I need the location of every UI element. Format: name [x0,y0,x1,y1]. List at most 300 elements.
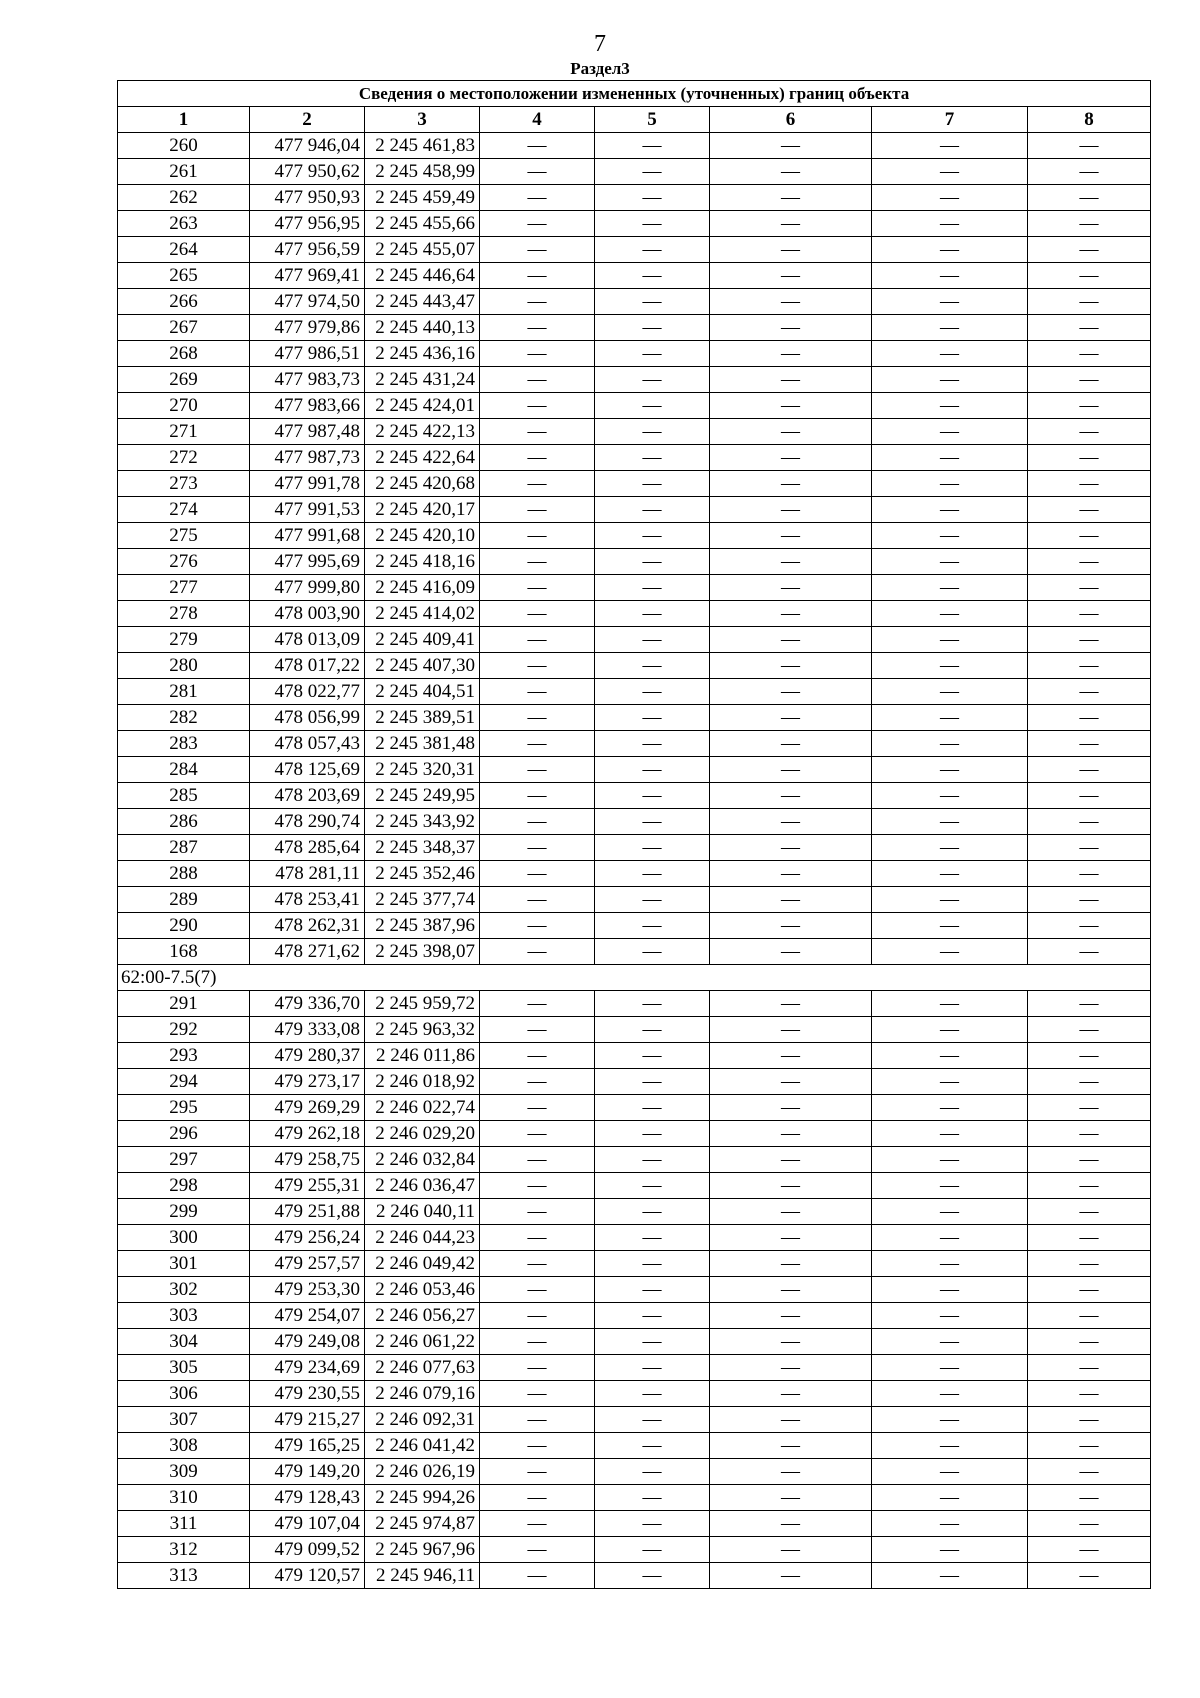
y-coordinate-cell: 2 245 404,51 [365,679,480,705]
y-coordinate-cell: 2 245 446,64 [365,263,480,289]
dash-cell: — [872,913,1028,939]
dash-cell: — [1028,393,1151,419]
dash-cell: — [1028,1277,1151,1303]
dash-cell: — [595,835,710,861]
table-row [118,1355,1151,1381]
y-coordinate-cell: 2 245 343,92 [365,809,480,835]
dash-cell: — [595,367,710,393]
x-coordinate-cell: 479 165,25 [250,1433,365,1459]
column-header-8: 8 [1028,107,1151,133]
x-coordinate-cell: 479 128,43 [250,1485,365,1511]
x-coordinate-cell: 477 991,68 [250,523,365,549]
table-row [118,159,1151,185]
point-number-cell: 308 [118,1433,250,1459]
table-row [118,1459,1151,1485]
dash-cell: — [595,1121,710,1147]
point-number-cell: 288 [118,861,250,887]
dash-cell: — [1028,471,1151,497]
table-row [118,1277,1151,1303]
dash-cell: — [872,1381,1028,1407]
point-number-cell: 283 [118,731,250,757]
dash-cell: — [710,1329,872,1355]
y-coordinate-cell: 2 245 377,74 [365,887,480,913]
dash-cell: — [872,419,1028,445]
dash-cell: — [480,1017,595,1043]
x-coordinate-cell: 477 956,95 [250,211,365,237]
dash-cell: — [480,1251,595,1277]
dash-cell: — [710,1563,872,1589]
point-number-cell: 297 [118,1147,250,1173]
table-row [118,237,1151,263]
dash-cell: — [480,1121,595,1147]
dash-cell: — [1028,913,1151,939]
y-coordinate-cell: 2 246 049,42 [365,1251,480,1277]
dash-cell: — [1028,419,1151,445]
table-row [118,1433,1151,1459]
x-coordinate-cell: 479 230,55 [250,1381,365,1407]
y-coordinate-cell: 2 245 431,24 [365,367,480,393]
table-row [118,445,1151,471]
y-coordinate-cell: 2 246 011,86 [365,1043,480,1069]
dash-cell: — [480,991,595,1017]
y-coordinate-cell: 2 245 946,11 [365,1563,480,1589]
dash-cell: — [1028,1173,1151,1199]
x-coordinate-cell: 477 987,48 [250,419,365,445]
dash-cell: — [1028,1043,1151,1069]
column-header-4: 4 [480,107,595,133]
dash-cell: — [1028,1407,1151,1433]
table-row [118,211,1151,237]
y-coordinate-cell: 2 245 381,48 [365,731,480,757]
dash-cell: — [710,315,872,341]
table-row [118,653,1151,679]
point-number-cell: 281 [118,679,250,705]
y-coordinate-cell: 2 245 443,47 [365,289,480,315]
x-coordinate-cell: 479 333,08 [250,1017,365,1043]
y-coordinate-cell: 2 245 459,49 [365,185,480,211]
dash-cell: — [480,1225,595,1251]
x-coordinate-cell: 477 986,51 [250,341,365,367]
point-number-cell: 306 [118,1381,250,1407]
x-coordinate-cell: 479 273,17 [250,1069,365,1095]
table-row [118,1043,1151,1069]
dash-cell: — [480,679,595,705]
dash-cell: — [595,679,710,705]
dash-cell: — [595,991,710,1017]
dash-cell: — [872,653,1028,679]
table-body-group-a [118,133,1151,965]
y-coordinate-cell: 2 245 420,17 [365,497,480,523]
column-header-7: 7 [872,107,1028,133]
dash-cell: — [595,653,710,679]
table-row [118,523,1151,549]
dash-cell: — [595,809,710,835]
dash-cell: — [595,627,710,653]
dash-cell: — [872,1329,1028,1355]
dash-cell: — [710,1355,872,1381]
dash-cell: — [710,913,872,939]
dash-cell: — [480,1147,595,1173]
dash-cell: — [480,159,595,185]
dash-cell: — [1028,1199,1151,1225]
table-row [118,1485,1151,1511]
dash-cell: — [595,601,710,627]
y-coordinate-cell: 2 246 022,74 [365,1095,480,1121]
dash-cell: — [710,1199,872,1225]
dash-cell: — [710,1381,872,1407]
table-row [118,939,1151,965]
dash-cell: — [872,315,1028,341]
dash-cell: — [710,1225,872,1251]
y-coordinate-cell: 2 245 440,13 [365,315,480,341]
dash-cell: — [595,705,710,731]
x-coordinate-cell: 479 336,70 [250,991,365,1017]
dash-cell: — [1028,705,1151,731]
table-row [118,705,1151,731]
dash-cell: — [595,1095,710,1121]
dash-cell: — [480,1563,595,1589]
dash-cell: — [1028,1381,1151,1407]
dash-cell: — [595,523,710,549]
point-number-cell: 282 [118,705,250,731]
x-coordinate-cell: 478 022,77 [250,679,365,705]
table-row [118,601,1151,627]
dash-cell: — [872,211,1028,237]
dash-cell: — [710,783,872,809]
dash-cell: — [710,653,872,679]
table-row [118,1303,1151,1329]
x-coordinate-cell: 478 013,09 [250,627,365,653]
table-row [118,1407,1151,1433]
point-number-cell: 305 [118,1355,250,1381]
table-row [118,783,1151,809]
dash-cell: — [872,471,1028,497]
dash-cell: — [1028,1225,1151,1251]
dash-cell: — [1028,1095,1151,1121]
dash-cell: — [710,939,872,965]
dash-cell: — [710,289,872,315]
dash-cell: — [595,419,710,445]
dash-cell: — [872,1121,1028,1147]
dash-cell: — [710,1251,872,1277]
dash-cell: — [595,497,710,523]
table-row [118,679,1151,705]
x-coordinate-cell: 479 099,52 [250,1537,365,1563]
point-number-cell: 269 [118,367,250,393]
dash-cell: — [480,1277,595,1303]
y-coordinate-cell: 2 246 077,63 [365,1355,480,1381]
y-coordinate-cell: 2 245 348,37 [365,835,480,861]
x-coordinate-cell: 479 251,88 [250,1199,365,1225]
point-number-cell: 293 [118,1043,250,1069]
table-row [118,497,1151,523]
dash-cell: — [1028,1511,1151,1537]
point-number-cell: 312 [118,1537,250,1563]
dash-cell: — [595,1433,710,1459]
dash-cell: — [595,1459,710,1485]
x-coordinate-cell: 479 120,57 [250,1563,365,1589]
x-coordinate-cell: 479 254,07 [250,1303,365,1329]
dash-cell: — [872,1043,1028,1069]
dash-cell: — [595,289,710,315]
y-coordinate-cell: 2 245 994,26 [365,1485,480,1511]
dash-cell: — [595,1563,710,1589]
dash-cell: — [710,445,872,471]
dash-cell: — [480,1303,595,1329]
dash-cell: — [480,939,595,965]
x-coordinate-cell: 479 269,29 [250,1095,365,1121]
dash-cell: — [480,1199,595,1225]
point-number-cell: 291 [118,991,250,1017]
dash-cell: — [872,367,1028,393]
point-number-cell: 311 [118,1511,250,1537]
table-row [118,913,1151,939]
dash-cell: — [872,783,1028,809]
x-coordinate-cell: 477 983,66 [250,393,365,419]
dash-cell: — [710,757,872,783]
y-coordinate-cell: 2 245 461,83 [365,133,480,159]
dash-cell: — [595,1303,710,1329]
dash-cell: — [595,393,710,419]
dash-cell: — [872,757,1028,783]
dash-cell: — [480,263,595,289]
point-number-cell: 294 [118,1069,250,1095]
dash-cell: — [1028,523,1151,549]
x-coordinate-cell: 477 950,93 [250,185,365,211]
page-number: 7 [594,31,606,57]
dash-cell: — [595,1329,710,1355]
table-row [118,575,1151,601]
dash-cell: — [710,1095,872,1121]
x-coordinate-cell: 477 974,50 [250,289,365,315]
x-coordinate-cell: 477 999,80 [250,575,365,601]
point-number-cell: 299 [118,1199,250,1225]
dash-cell: — [1028,653,1151,679]
point-number-cell: 302 [118,1277,250,1303]
point-number-cell: 168 [118,939,250,965]
table-row [118,991,1151,1017]
dash-cell: — [595,1355,710,1381]
dash-cell: — [595,575,710,601]
x-coordinate-cell: 479 262,18 [250,1121,365,1147]
table-row [118,1017,1151,1043]
table-row [118,263,1151,289]
y-coordinate-cell: 2 245 959,72 [365,991,480,1017]
table-row [118,861,1151,887]
x-coordinate-cell: 477 991,78 [250,471,365,497]
point-number-cell: 268 [118,341,250,367]
dash-cell: — [872,1485,1028,1511]
point-number-cell: 273 [118,471,250,497]
dash-cell: — [872,133,1028,159]
dash-cell: — [480,1173,595,1199]
dash-cell: — [872,1355,1028,1381]
dash-cell: — [1028,367,1151,393]
dash-cell: — [872,1017,1028,1043]
dash-cell: — [872,341,1028,367]
dash-cell: — [710,497,872,523]
y-coordinate-cell: 2 246 040,11 [365,1199,480,1225]
dash-cell: — [480,575,595,601]
table-row [118,367,1151,393]
table-body-subgroup [118,965,1151,991]
x-coordinate-cell: 479 107,04 [250,1511,365,1537]
column-header-6: 6 [710,107,872,133]
dash-cell: — [710,1407,872,1433]
point-number-cell: 287 [118,835,250,861]
x-coordinate-cell: 478 056,99 [250,705,365,731]
table-caption: Сведения о местоположении измененных (уточненных) границ объекта [118,81,1151,107]
point-number-cell: 309 [118,1459,250,1485]
dash-cell: — [595,211,710,237]
point-number-cell: 286 [118,809,250,835]
dash-cell: — [872,185,1028,211]
dash-cell: — [710,1485,872,1511]
table-row [118,1381,1151,1407]
dash-cell: — [872,263,1028,289]
y-coordinate-cell: 2 245 458,99 [365,159,480,185]
point-number-cell: 285 [118,783,250,809]
point-number-cell: 301 [118,1251,250,1277]
point-number-cell: 277 [118,575,250,601]
dash-cell: — [480,1381,595,1407]
dash-cell: — [1028,445,1151,471]
table-row [118,1537,1151,1563]
y-coordinate-cell: 2 246 053,46 [365,1277,480,1303]
dash-cell: — [872,1563,1028,1589]
dash-cell: — [710,185,872,211]
y-coordinate-cell: 2 245 398,07 [365,939,480,965]
point-number-cell: 304 [118,1329,250,1355]
table-row [118,393,1151,419]
dash-cell: — [1028,1251,1151,1277]
dash-cell: — [872,1537,1028,1563]
dash-cell: — [710,1303,872,1329]
section-title: Раздел3 [570,59,630,78]
table-row [118,341,1151,367]
dash-cell: — [480,705,595,731]
dash-cell: — [595,549,710,575]
dash-cell: — [710,809,872,835]
x-coordinate-cell: 477 950,62 [250,159,365,185]
dash-cell: — [872,705,1028,731]
point-number-cell: 264 [118,237,250,263]
table-row [118,1147,1151,1173]
x-coordinate-cell: 479 149,20 [250,1459,365,1485]
dash-cell: — [1028,679,1151,705]
dash-cell: — [480,601,595,627]
dash-cell: — [872,1173,1028,1199]
dash-cell: — [872,159,1028,185]
point-number-cell: 295 [118,1095,250,1121]
dash-cell: — [872,1277,1028,1303]
dash-cell: — [595,731,710,757]
dash-cell: — [480,133,595,159]
x-coordinate-cell: 477 979,86 [250,315,365,341]
dash-cell: — [872,549,1028,575]
dash-cell: — [480,1459,595,1485]
dash-cell: — [595,1511,710,1537]
dash-cell: — [480,211,595,237]
dash-cell: — [710,1173,872,1199]
x-coordinate-cell: 477 969,41 [250,263,365,289]
dash-cell: — [710,159,872,185]
y-coordinate-cell: 2 246 026,19 [365,1459,480,1485]
dash-cell: — [710,211,872,237]
point-number-cell: 313 [118,1563,250,1589]
dash-cell: — [872,237,1028,263]
x-coordinate-cell: 478 253,41 [250,887,365,913]
y-coordinate-cell: 2 245 422,13 [365,419,480,445]
dash-cell: — [872,1251,1028,1277]
dash-cell: — [480,549,595,575]
y-coordinate-cell: 2 245 409,41 [365,627,480,653]
dash-cell: — [872,1459,1028,1485]
y-coordinate-cell: 2 245 420,10 [365,523,480,549]
dash-cell: — [872,627,1028,653]
y-coordinate-cell: 2 246 032,84 [365,1147,480,1173]
point-number-cell: 265 [118,263,250,289]
dash-cell: — [480,861,595,887]
dash-cell: — [710,861,872,887]
table-row [118,1121,1151,1147]
point-number-cell: 275 [118,523,250,549]
point-number-cell: 263 [118,211,250,237]
point-number-cell: 272 [118,445,250,471]
dash-cell: — [1028,1459,1151,1485]
dash-cell: — [1028,549,1151,575]
y-coordinate-cell: 2 245 420,68 [365,471,480,497]
dash-cell: — [872,1095,1028,1121]
table-row [118,731,1151,757]
dash-cell: — [480,1485,595,1511]
y-coordinate-cell: 2 245 407,30 [365,653,480,679]
dash-cell: — [1028,783,1151,809]
y-coordinate-cell: 2 245 963,32 [365,1017,480,1043]
dash-cell: — [872,1147,1028,1173]
dash-cell: — [595,185,710,211]
dash-cell: — [710,1017,872,1043]
dash-cell: — [710,1537,872,1563]
dash-cell: — [1028,731,1151,757]
dash-cell: — [595,341,710,367]
dash-cell: — [872,835,1028,861]
dash-cell: — [595,315,710,341]
column-header-1: 1 [118,107,250,133]
dash-cell: — [710,705,872,731]
dash-cell: — [872,809,1028,835]
dash-cell: — [710,835,872,861]
table-row [118,1225,1151,1251]
dash-cell: — [872,1407,1028,1433]
dash-cell: — [595,445,710,471]
dash-cell: — [1028,211,1151,237]
column-header-3: 3 [365,107,480,133]
dash-cell: — [1028,835,1151,861]
dash-cell: — [710,341,872,367]
dash-cell: — [710,991,872,1017]
dash-cell: — [480,783,595,809]
dash-cell: — [872,861,1028,887]
dash-cell: — [710,1043,872,1069]
dash-cell: — [1028,887,1151,913]
dash-cell: — [595,1199,710,1225]
dash-cell: — [710,549,872,575]
table-row [118,1069,1151,1095]
point-number-cell: 270 [118,393,250,419]
x-coordinate-cell: 478 125,69 [250,757,365,783]
dash-cell: — [1028,1563,1151,1589]
